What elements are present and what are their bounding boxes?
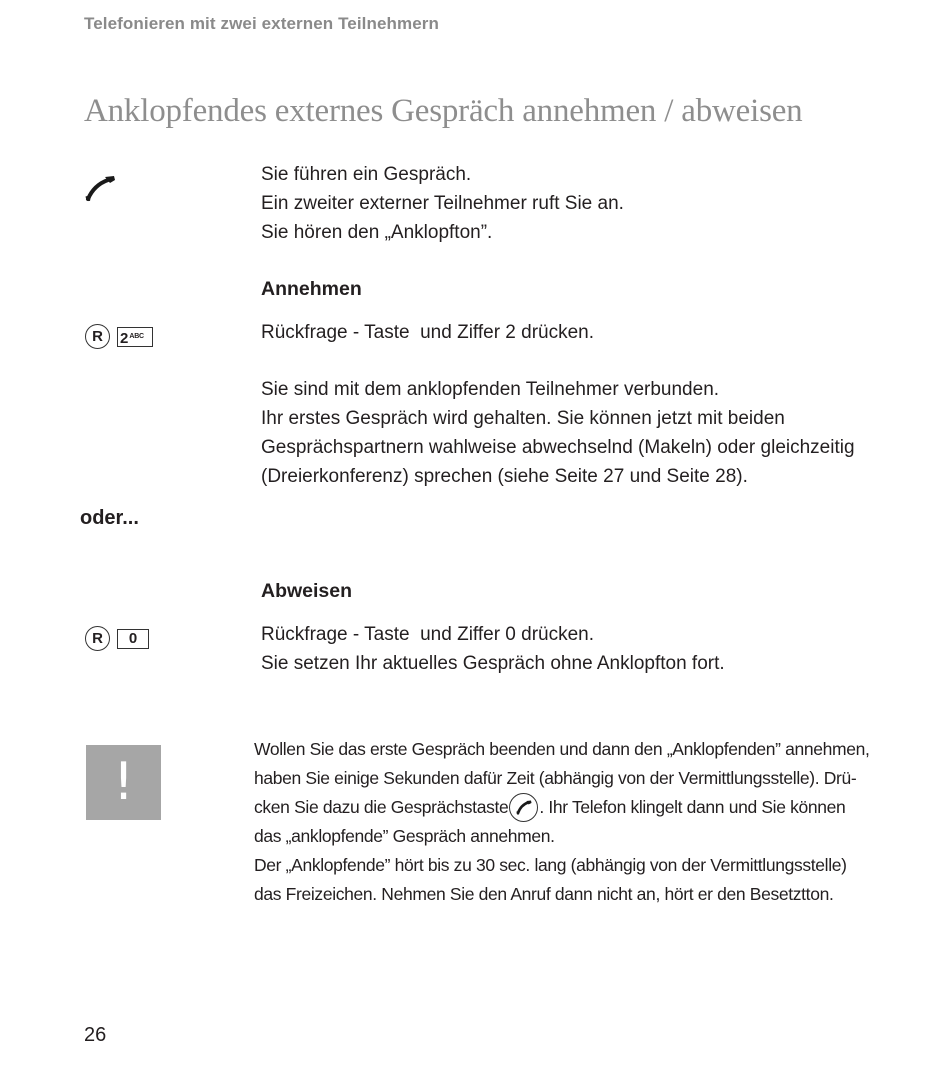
r-key: R — [85, 324, 110, 349]
accept-result-line: (Dreierkonferenz) sprechen (siehe Seite 27 und Seite 28). — [261, 466, 748, 487]
accept-key-sequence — [85, 324, 165, 352]
digit-2-letters: ABC — [129, 333, 144, 340]
warning-icon: ! — [86, 745, 161, 820]
digit-2-key — [117, 327, 153, 347]
accept-heading: Annehmen — [261, 278, 362, 300]
accept-result-line: Sie sind mit dem anklopfenden Teilnehmer verbunden. — [261, 379, 720, 400]
note-line: Wollen Sie das erste Gespräch beenden und dann den „Anklopfenden” annehmen, — [254, 739, 870, 759]
reject-text — [261, 620, 725, 678]
note-line: Der „Anklopfende” hört bis zu 30 sec. lang (abhängig von der Vermittlungsstelle) — [254, 855, 847, 875]
accept-result-line: Ihr erstes Gespräch wird gehalten. Sie können jetzt mit beiden — [261, 408, 785, 429]
intro-text — [261, 160, 624, 247]
note-line: das Freizeichen. Nehmen Sie den Anruf dann nicht an, hört er den Besetztton. — [254, 884, 834, 904]
section-title: Anklopfendes externes Gespräch annehmen / abweisen — [84, 93, 803, 129]
intro-line: Ein zweiter externer Teilnehmer ruft Sie an. — [261, 193, 624, 214]
intro-line: Sie hören den „Anklopfton”. — [261, 222, 493, 243]
digit-2-label: 2 — [120, 330, 129, 347]
or-label: oder... — [80, 507, 139, 529]
handset-icon — [84, 175, 118, 203]
reject-line: Rückfrage - Taste und Ziffer 0 drücken. — [261, 624, 595, 645]
accept-instruction: Rückfrage - Taste und Ziffer 2 drücken. — [261, 322, 595, 343]
digit-0-key: 0 — [117, 629, 149, 649]
note-text — [254, 735, 870, 909]
note-line: haben Sie einige Sekunden dafür Zeit (abhängig von der Vermittlungsstelle). Drü- — [254, 768, 857, 788]
note-line-part: . Ihr Telefon klingelt dann und Sie können — [539, 797, 846, 817]
page-number: 26 — [84, 1024, 107, 1046]
note-line: das „anklopfende” Gespräch annehmen. — [254, 826, 555, 846]
reject-key-sequence — [85, 626, 165, 654]
note-line — [254, 793, 870, 822]
reject-line: Sie setzen Ihr aktuelles Gespräch ohne Anklopfton fort. — [261, 653, 725, 674]
note-line-part: cken Sie dazu die Gesprächstaste — [254, 797, 509, 817]
accept-result-line: Gesprächspartnern wahlweise abwechselnd (Makeln) oder gleichzeitig — [261, 437, 855, 458]
handset-key-icon — [509, 793, 538, 822]
accept-result — [261, 375, 855, 491]
running-header: Telefonieren mit zwei externen Teilnehmern — [84, 14, 439, 33]
reject-heading: Abweisen — [261, 580, 353, 602]
r-key: R — [85, 626, 110, 651]
intro-line: Sie führen ein Gespräch. — [261, 164, 472, 185]
